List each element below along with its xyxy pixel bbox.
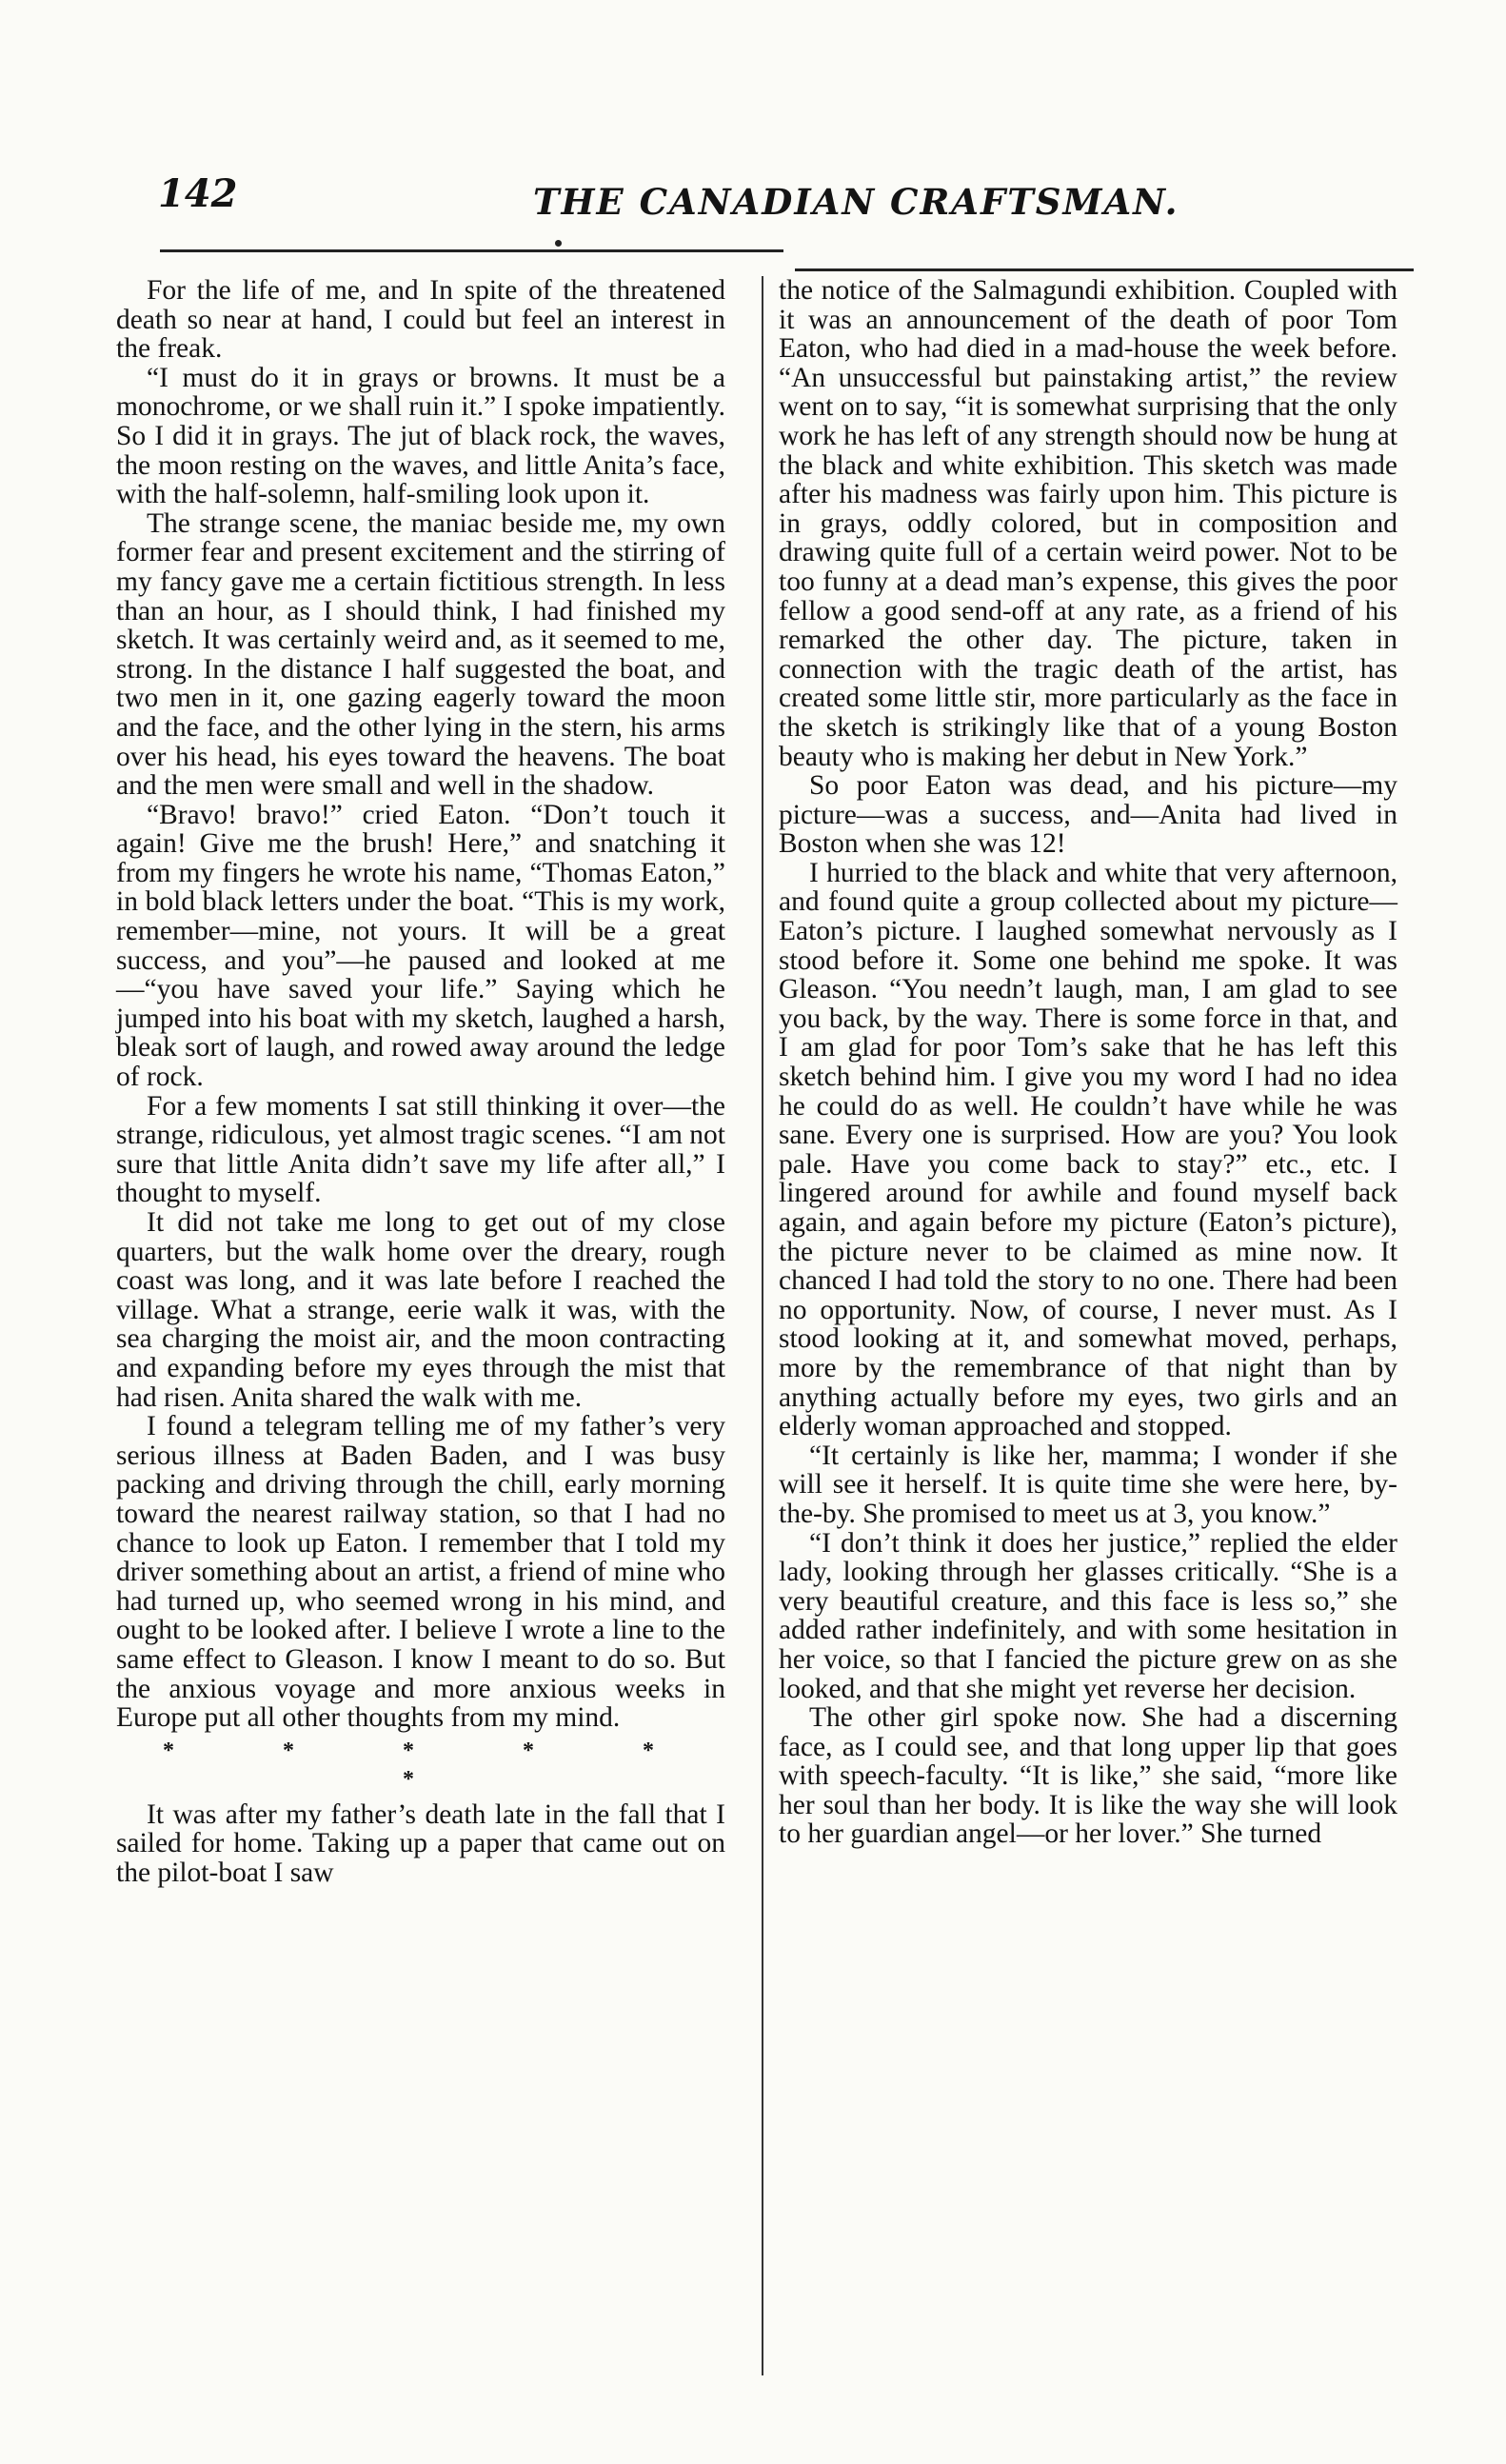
paragraph: “I don’t think it does her justice,” replied the elder lady, looking through her glasses critically. “She is a very beautiful creature, and this face is less so,” she added rather indefinitely, and with some hesitation in her voice, so that I fancied the picture grew on as she looked, and that she might yet reverse her decision. xyxy=(779,1527,1397,1704)
journal-title: THE CANADIAN CRAFTSMAN. xyxy=(533,181,1179,223)
paragraph: I found a telegram telling me of my father’s very serious illness at Baden Baden, and I was busy packing and driving through the chill, early morning toward the nearest railway station, so that I had no chance to look up Eaton. I remember that I told my driver something about an artist, a friend of mine who had turned up, who seemed wrong in his mind, and ought to be looked after. I believe I wrote a line to the same effect to Gleason. I know I meant to do so. But the anxious voyage and more anxious weeks in Europe put all other thoughts from my mind. xyxy=(116,1411,725,1734)
header-rule-right xyxy=(795,268,1414,271)
paragraph: For a few moments I sat still thinking it over—the strange, ridiculous, yet almost tragic scenes. “I am not sure that little Anita didn’t save my life after all,” I thought to myself. xyxy=(116,1090,725,1209)
paragraph: I hurried to the black and white that very afternoon, and found quite a group collected about my picture—Eaton’s picture. I laughed somewhat nervously as I stood before it. Some one behind me spoke. It was Gleason. “You needn’t laugh, man, I am glad to see you back, by the way. There is some force in that, and I am glad for poor Tom’s sake that he has left this sketch behind him. I give you my word I had no idea he could do as well. He couldn’t have while he was sane. Every one is surprised. How are you? You look pale. Have you come back to stay?” etc., etc. I lingered around for awhile and found myself back again, and again before my picture (Eaton’s picture), the picture never to be claimed as mine now. It chanced I had told the story to no one. There had been no opportunity. Now, of course, I never must. As I stood looking at it, and somewhat moved, perhaps, more by the remembrance of that night than by anything actually before my eyes, two girls and an elderly woman approached and stopped. xyxy=(779,857,1397,1442)
header-ornament-dot xyxy=(555,240,562,247)
right-column xyxy=(779,276,1397,1849)
column-divider xyxy=(762,276,763,2375)
page-number: 142 xyxy=(158,171,238,216)
section-separator: * * * * * * xyxy=(163,1738,705,1793)
running-header xyxy=(152,171,1390,238)
paragraph: The other girl spoke now. She had a discerning face, as I could see, and that long upper lip that goes with speech-faculty. “It is like,” she said, “more like her soul than her body. It is like the way she will look to her guardian angel—or her lover.” She turned xyxy=(779,1702,1397,1850)
paragraph: “It certainly is like her, mamma; I wonder if she will see it herself. It is quite time she were here, by-the-by. She promised to meet us at 3, you know.” xyxy=(779,1440,1397,1529)
paragraph: It did not take me long to get out of my close quarters, but the walk home over the dreary, rough coast was long, and it was late before I reached the village. What a strange, eerie walk it was, with the sea charging the moist air, and the moon contracting and expanding before my eyes through the mist that had risen. Anita shared the walk with me. xyxy=(116,1207,725,1413)
paragraph: It was after my father’s death late in the fall that I sailed for home. Taking up a paper that came out on the pilot-boat I saw xyxy=(116,1798,725,1889)
header-rule-left xyxy=(160,249,783,252)
paragraph: “I must do it in grays or browns. It must be a monochrome, or we shall ruin it.” I spoke impatiently. So I did it in grays. The jut of black rock, the waves, the moon resting on the waves, and little Anita’s face, with the half-solemn, half-smiling look upon it. xyxy=(116,362,725,510)
paragraph: So poor Eaton was dead, and his picture—my picture—was a success, and—Anita had lived in Boston when she was 12! xyxy=(779,770,1397,860)
paragraph: The strange scene, the maniac beside me, my own former fear and present excitement and the stirring of my fancy gave me a certain fictitious strength. In less than an hour, as I should think, I had finished my sketch. It was certainly weird and, as it seemed to me, strong. In the distance I half suggested the boat, and two men in it, one gazing eagerly toward the moon and the face, and the other lying in the stern, his arms over his head, his eyes toward the heavens. The boat and the men were small and well in the shadow. xyxy=(116,507,725,802)
left-column xyxy=(116,276,725,1888)
paragraph: “Bravo! bravo!” cried Eaton. “Don’t touch it again! Give me the brush! Here,” and snatching it from my fingers he wrote his name, “Thomas Eaton,” in bold black letters under the boat. “This is my work, remember—mine, not yours. It will be a great success, and you”—he paused and looked at me—“you have saved your life.” Saying which he jumped into his boat with my sketch, laughed a harsh, bleak sort of laugh, and rowed away around the ledge of rock. xyxy=(116,799,725,1093)
paragraph: For the life of me, and In spite of the threatened death so near at hand, I could but feel an interest in the freak. xyxy=(116,275,725,365)
paragraph: the notice of the Salmagundi exhibition. Coupled with it was an announcement of the death of poor Tom Eaton, who had died in a mad-house the week before. “An unsuccessful but painstaking artist,” the review went on to say, “it is somewhat surprising that the only work he has left of any strength should now be hung at the black and white exhibition. This sketch was made after his madness was fairly upon him. This picture is in grays, oddly colored, but in composition and drawing quite full of a certain weird power. Not to be too funny at a dead man’s expense, this gives the poor fellow a good send-off at any rate, as a friend of his remarked the other day. The picture, taken in connection with the tragic death of the artist, has created some little stir, more particularly as the face in the sketch is strikingly like that of a young Boston beauty who is making her debut in New York.” xyxy=(779,275,1397,772)
